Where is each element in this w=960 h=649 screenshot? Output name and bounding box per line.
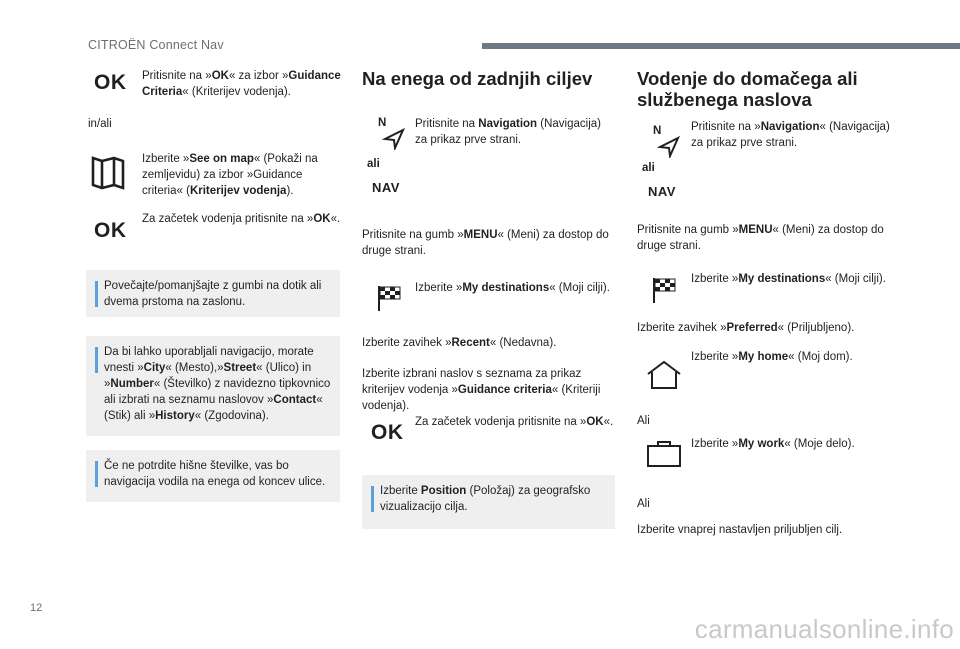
- note-position: Izberite Position (Položaj) za geografsko vizualizacijo cilja.: [362, 475, 615, 529]
- note-zoom: Povečajte/pomanjšajte z gumbi na dotik ali dvema prstoma na zaslonu.: [86, 270, 340, 317]
- step-press-menu: Pritisnite na gumb »MENU« (Meni) za dostop do druge strani.: [362, 229, 609, 257]
- nav-button-icon: NAV: [648, 184, 676, 199]
- briefcase-icon: [645, 439, 683, 469]
- step-guidance-criteria: Pritisnite na »OK« za izbor »Guidance Criteria« (Kriterijev vodenja).: [142, 70, 341, 98]
- or-label: Ali: [637, 498, 650, 510]
- or-label: ali: [642, 162, 655, 174]
- step-start-guidance: Za začetek vodenja pritisnite na »OK«.: [142, 213, 341, 225]
- navigation-arrow-icon: [657, 136, 681, 158]
- map-icon: [90, 155, 126, 191]
- home-icon: [645, 359, 683, 391]
- or-label: Ali: [637, 415, 650, 427]
- navigation-arrow-icon: [382, 128, 406, 150]
- step-start-guidance: Za začetek vodenja pritisnite na »OK«.: [415, 416, 614, 428]
- step-press-navigation: Pritisnite na »Navigation« (Navigacija) za prikaz prve strani.: [691, 121, 890, 149]
- ok-button-icon: OK: [94, 219, 127, 242]
- step-press-menu: Pritisnite na gumb »MENU« (Meni) za dostop do druge strani.: [637, 224, 884, 252]
- compass-n-label: N: [378, 117, 387, 129]
- note-house-number: Če ne potrdite hišne številke, vas bo navigacija vodila na enega od koncev ulice.: [86, 450, 340, 502]
- step-preset-favourite: Izberite vnaprej nastavljen priljubljen cilj.: [637, 524, 843, 536]
- or-label: ali: [367, 158, 380, 170]
- ok-button-icon: OK: [371, 421, 404, 444]
- section-title-home-work: Vodenje do domačega ali službenega naslova: [637, 68, 858, 110]
- page-number: 12: [30, 602, 43, 614]
- checkered-flag-icon: [651, 276, 677, 304]
- nav-button-icon: NAV: [372, 180, 400, 195]
- header-bar: [482, 43, 960, 49]
- step-my-home: Izberite »My home« (Moj dom).: [691, 351, 853, 363]
- step-my-destinations: Izberite »My destinations« (Moji cilji).: [415, 282, 610, 294]
- or-label: in/ali: [88, 118, 112, 130]
- ok-button-icon: OK: [94, 71, 127, 94]
- step-recent-tab: Izberite zavihek »Recent« (Nedavna).: [362, 337, 557, 349]
- step-preferred-tab: Izberite zavihek »Preferred« (Priljubljeno).: [637, 322, 855, 334]
- step-see-on-map: Izberite »See on map« (Pokaži na zemljevidu) za izbor »Guidance criteria« (Kriterijev vodenja).: [142, 153, 318, 197]
- step-press-navigation: Pritisnite na Navigation (Navigacija) za prikaz prve strani.: [415, 118, 601, 146]
- step-my-destinations: Izberite »My destinations« (Moji cilji).: [691, 273, 886, 285]
- compass-n-label: N: [653, 125, 662, 137]
- step-select-address: Izberite izbrani naslov s seznama za prikaz kriterijev vodenja »Guidance criteria« (Kriteriji vodenja).: [362, 368, 601, 412]
- watermark: carmanualsonline.info: [694, 614, 954, 644]
- manual-header-title: CITROËN Connect Nav: [88, 38, 224, 52]
- section-title-recent: Na enega od zadnjih ciljev: [362, 68, 593, 89]
- step-my-work: Izberite »My work« (Moje delo).: [691, 438, 855, 450]
- note-address-input: Da bi lahko uporabljali navigacijo, morate vnesti »City« (Mesto),»Street« (Ulico) in »Number« (Številko) z navidezno tipkovnico ali izbrati na seznamu naslovov »Contact« (Stik) ali »History« (Zgodovina).: [86, 336, 340, 436]
- checkered-flag-icon: [376, 284, 402, 312]
